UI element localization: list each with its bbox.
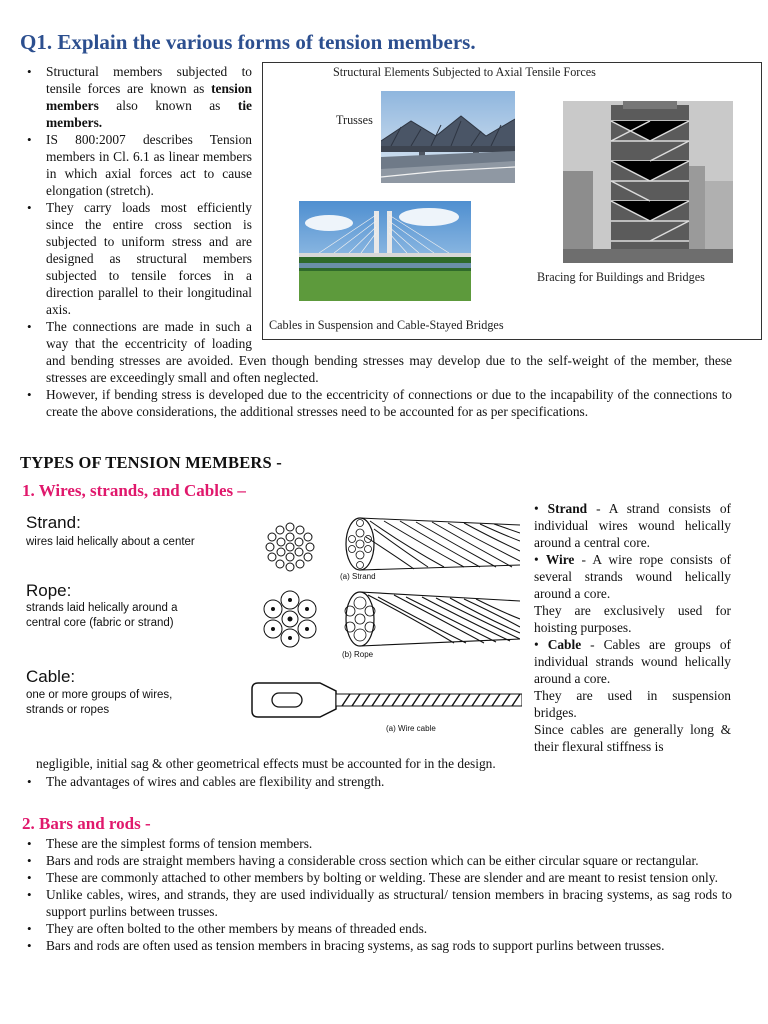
strand-term: Strand [547, 501, 588, 516]
rope-side-drawing [344, 589, 520, 649]
wire-definition: • Wire - A wire rope consists of several strands wound helically around a core. [534, 552, 731, 601]
intro-bullet-4-text: The connections are made in such a way that the eccentricity of loading and bending stresses are avoided. Even though bending stresses may develop due to the self-weight of the member, these stresses are exceedingly small and often neglected. [46, 319, 732, 385]
bars-bullet-2: • Bars and rods are straight members having a considerable cross section which can be either circular square or rectangular. [20, 852, 732, 869]
wire-usage: They are exclusively used for hoisting purposes. [534, 603, 731, 635]
advantages-list [20, 773, 732, 790]
types-heading: TYPES OF TENSION MEMBERS - [20, 453, 282, 472]
strand-caption: (a) Strand [340, 572, 376, 581]
rope-caption: (b) Rope [342, 650, 374, 659]
cable-desc-2: strands or ropes [26, 704, 110, 716]
bars-bullet-6: • Bars and rods are often used as tension members in bracing systems, as sag rods to support purlins between trusses. [20, 937, 732, 954]
trusses-label: Trusses [336, 113, 373, 127]
intro-bullet-2: • IS 800:2007 describes Tension members in Cl. 6.1 as linear members in which axial forces act to cause elongation (stretch). [20, 131, 252, 199]
bars-bullet-1: • These are the simplest forms of tension members. [20, 835, 732, 852]
tie-members-term: tie members. [46, 98, 252, 130]
cable-usage: They are used in suspension bridges. [534, 688, 731, 720]
strand-desc: wires laid helically about a center [26, 536, 195, 548]
strand-side-drawing [344, 515, 520, 573]
cable-note-continuation: negligible, initial sag & other geometrical effects must be accounted for in the design. [36, 756, 496, 771]
cable-desc-1: one or more groups of wires, [26, 689, 173, 701]
rope-title: Rope: [26, 581, 72, 600]
strand-rope-cable-diagram [24, 505, 524, 740]
truss-bridge-photo [381, 91, 515, 183]
tension-members-term: tension members [46, 81, 252, 113]
cable-stiffness-note: Since cables are generally long & their flexural stiffness is [534, 722, 731, 754]
cable-types-description [534, 500, 731, 755]
cable-caption: (a) Wire cable [386, 724, 436, 733]
cable-definition: • Cable - Cables are groups of individual strands wound helically around a core. [534, 637, 731, 686]
rope-cross-section-drawing [260, 589, 320, 649]
wire-term: Wire [545, 552, 575, 567]
bars-bullet-5: • They are often bolted to the other members by means of threaded ends. [20, 920, 732, 937]
cable-title: Cable: [26, 667, 76, 686]
rope-desc-1: strands laid helically around a [26, 602, 178, 614]
rope-desc-2: central core (fabric or strand) [26, 617, 174, 629]
section-2-heading: 2. Bars and rods - [22, 814, 151, 833]
wire-text: - A wire rope consists of several strands wound helically around a core. [534, 552, 731, 601]
strand-title: Strand: [26, 513, 81, 532]
advantages-bullet: • The advantages of wires and cables are flexibility and strength. [20, 773, 732, 790]
bars-bullet-3: • These are commonly attached to other members by bolting or welding. These are slender and are meant to resist tension only. [20, 869, 732, 886]
bars-rods-list [20, 835, 732, 954]
cables-label: Cables in Suspension and Cable-Stayed Bridges [269, 318, 504, 332]
bracing-label: Bracing for Buildings and Bridges [537, 270, 705, 284]
cable-stayed-bridge-photo [299, 201, 471, 301]
cable-text: - Cables are groups of individual strands wound helically around a core. [534, 637, 731, 686]
strand-cross-section-drawing [258, 515, 322, 579]
cable-term: Cable [547, 637, 582, 652]
strand-text: - A strand consists of individual wires wound helically around a central core. [534, 501, 731, 550]
section-1-heading: 1. Wires, strands, and Cables – [22, 481, 246, 500]
structural-elements-figure [262, 62, 762, 340]
intro-bullet-5: • However, if bending stress is developed due to the eccentricity of connections or due to the incapability of the connections to create the above considerations, the additional stresses need to be accounted for as per specifications. [20, 386, 732, 420]
intro-bullet-1-mid: also known as [98, 98, 238, 113]
intro-bullet-3: • They carry loads most efficiently since the entire cross section is subjected to uniform stress and are designed as structural members subjected to tensile forces in a direction parallel to their longitudinal axis. [20, 199, 252, 318]
intro-bullet-1-text: Structural members subjected to tensile forces are known as [46, 64, 252, 96]
intro-bullet-1 [20, 63, 252, 131]
question-title: Q1. Explain the various forms of tension members. [20, 30, 476, 54]
building-bracing-photo [563, 101, 733, 263]
bars-bullet-4: • Unlike cables, wires, and strands, they are used individually as structural/ tension members in bracing systems, as sag rods to support purlins between trusses. [20, 886, 732, 920]
strand-definition: • Strand - A strand consists of individual wires wound helically around a central core. [534, 501, 731, 550]
figure-title: Structural Elements Subjected to Axial Tensile Forces [333, 65, 596, 79]
wire-cable-drawing [250, 675, 522, 725]
